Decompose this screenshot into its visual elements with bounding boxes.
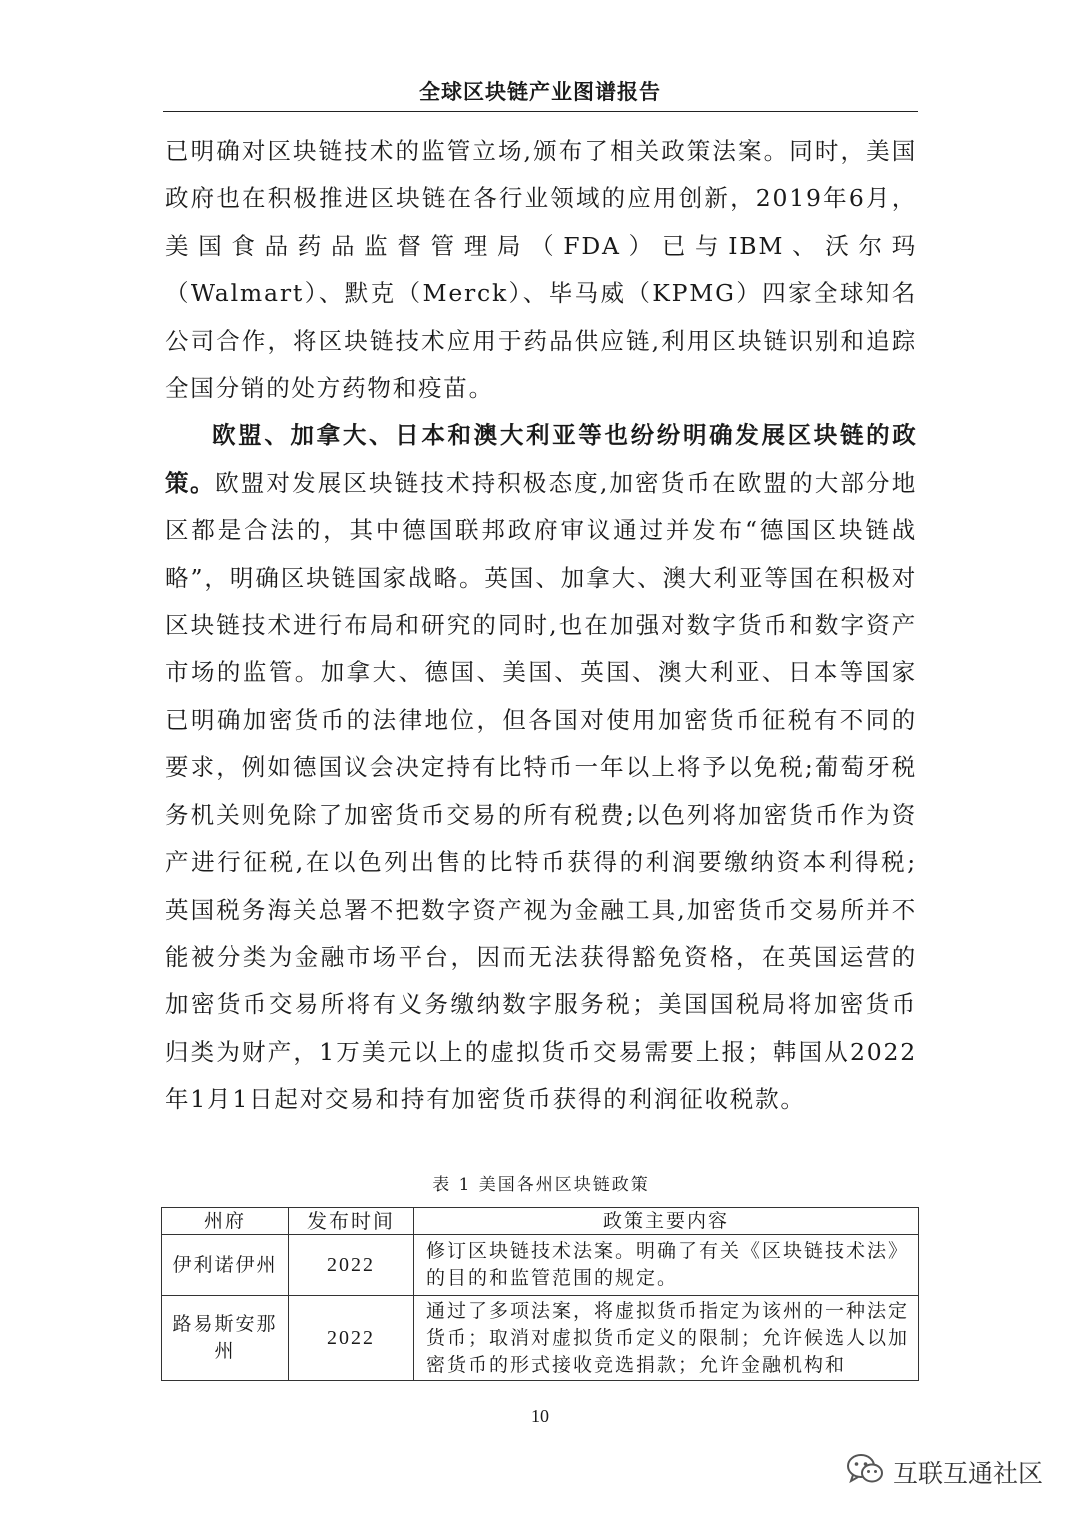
cell-state: 伊利诺伊州 (162, 1235, 289, 1296)
header-divider (163, 111, 918, 112)
table-row (162, 1235, 919, 1296)
table-caption: 表 1 美国各州区块链政策 (432, 1175, 650, 1195)
wechat-icon (845, 1451, 885, 1493)
cell-state: 路易斯安那州 (162, 1296, 289, 1381)
watermark-text: 互联互通社区 (892, 1459, 1043, 1488)
paragraph-2-lead: 欧盟、加拿大、日本和澳大利亚等也纷纷明确发展区块链的政策。 (165, 421, 917, 497)
cell-content: 通过了多项法案，将虚拟货币指定为该州的一种法定货币；取消对虚拟货币定义的限制；允许候选人以加密货币的形式接收竞选捐款；允许金融机构和 (414, 1296, 919, 1381)
table-header-row (162, 1208, 919, 1235)
paragraph-2 (165, 412, 917, 1123)
table-row (162, 1296, 919, 1381)
paragraph-2-body: 欧盟对发展区块链技术持积极态度,加密货币在欧盟的大部分地区都是合法的，其中德国联邦政府审议通过并发布“德国区块链战略”，明确区块链国家战略。英国、加拿大、澳大利亚等国在积极对区块链技术进行布局和研究的同时,也在加强对数字货币和数字资产市场的监管。加拿大、德国、美国、英国、澳大利亚、日本等国家已明确加密货币的法律地位，但各国对使用加密货币征税有不同的要求，例如德国议会决定持有比特币一年以上将予以免税;葡萄牙税务机关则免除了加密货币交易的所有税费;以色列将加密货币作为资产进行征税,在以色列出售的比特币获得的利润要缴纳资本利得税;英国税务海关总署不把数字资产视为金融工具,加密货币交易所并不能被分类为金融市场平台，因而无法获得豁免资格，在英国运营的加密货币交易所将有义务缴纳数字服务税；美国国税局将加密货币归类为财产，1万美元以上的虚拟货币交易需要上报；韩国从2022年1月1日起对交易和持有加密货币获得的利润征收税款。 (165, 468, 917, 1114)
policy-table (161, 1207, 919, 1381)
watermark (845, 1452, 1043, 1492)
report-title: 全球区块链产业图谱报告 (419, 80, 661, 104)
cell-year: 2022 (289, 1235, 414, 1296)
body-text (165, 128, 917, 1124)
header-content: 政策主要内容 (414, 1208, 919, 1235)
cell-content: 修订区块链技术法案。明确了有关《区块链技术法》的目的和监管范围的规定。 (414, 1235, 919, 1296)
page-number: 10 (531, 1406, 549, 1426)
cell-year: 2022 (289, 1296, 414, 1381)
header-state: 州府 (162, 1208, 289, 1235)
header-year: 发布时间 (289, 1208, 414, 1235)
paragraph-1: 已明确对区块链技术的监管立场,颁布了相关政策法案。同时，美国政府也在积极推进区块链在各行业领域的应用创新，2019年6月，美国食品药品监督管理局（FDA）已与IBM、沃尔玛（Walmart）、默克（Merck）、毕马威（KPMG）四家全球知名公司合作，将区块链技术应用于药品供应链,利用区块链识别和追踪全国分销的处方药物和疫苗。 (165, 137, 917, 403)
